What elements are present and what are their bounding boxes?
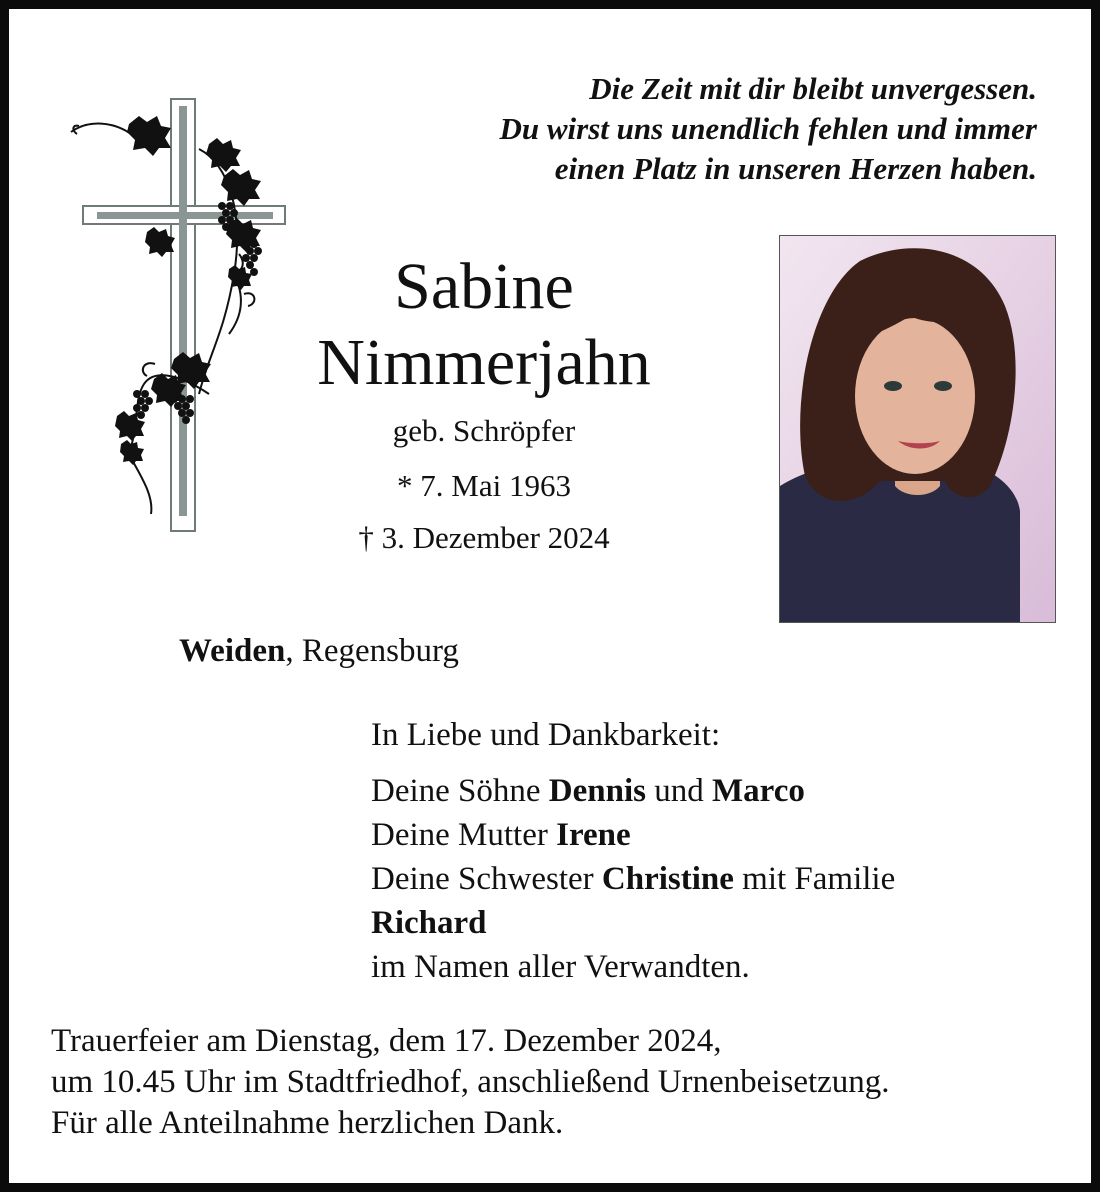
mother-prefix: Deine Mutter xyxy=(371,817,557,853)
son-1-name: Dennis xyxy=(548,773,646,809)
family-section xyxy=(371,713,1071,989)
sons-and: und xyxy=(646,773,712,809)
footer-line-3: Für alle Anteilnahme herzlichen Dank. xyxy=(51,1105,564,1141)
first-name: Sabine xyxy=(394,250,574,323)
death-cross-icon: † xyxy=(358,520,374,555)
place-secondary: , Regensburg xyxy=(285,633,459,669)
sister-name: Christine xyxy=(601,861,734,897)
quote-line-1: Die Zeit mit dir bleibt unvergessen. xyxy=(589,71,1037,106)
place-primary: Weiden xyxy=(179,633,286,669)
footer-line-1: Trauerfeier am Dienstag, dem 17. Dezember 2024, xyxy=(51,1023,722,1059)
deceased-info xyxy=(249,249,719,557)
family-line-sister xyxy=(371,857,1071,901)
sons-prefix: Deine Söhne xyxy=(371,773,549,809)
other-name: Richard xyxy=(371,905,487,941)
family-line-other xyxy=(371,901,1071,945)
place-line xyxy=(179,631,459,671)
memorial-quote xyxy=(317,69,1037,189)
death-date xyxy=(249,519,719,557)
family-line-mother xyxy=(371,813,1071,857)
family-line-relatives: im Namen aller Verwandten. xyxy=(371,949,750,985)
death-date-text: 3. Dezember 2024 xyxy=(381,520,610,555)
maiden-name: geb. Schröpfer xyxy=(392,413,576,448)
footer-line-2: um 10.45 Uhr im Stadtfriedhof, anschließend Urnenbeisetzung. xyxy=(51,1064,890,1100)
family-line-sons xyxy=(371,769,1071,813)
portrait-photo xyxy=(779,235,1056,623)
funeral-info xyxy=(51,1021,1081,1144)
sister-suffix: mit Familie xyxy=(733,861,896,897)
quote-line-2: Du wirst uns unendlich fehlen und immer xyxy=(499,111,1037,146)
sister-prefix: Deine Schwester xyxy=(371,861,602,897)
birth-star-icon: * xyxy=(397,468,413,503)
quote-line-3: einen Platz in unseren Herzen haben. xyxy=(554,151,1037,186)
birth-date-text: 7. Mai 1963 xyxy=(420,468,571,503)
last-name: Nimmerjahn xyxy=(317,326,651,399)
family-intro: In Liebe und Dankbarkeit: xyxy=(371,717,721,753)
birth-date xyxy=(249,467,719,505)
son-2-name: Marco xyxy=(712,773,805,809)
mother-name: Irene xyxy=(556,817,631,853)
